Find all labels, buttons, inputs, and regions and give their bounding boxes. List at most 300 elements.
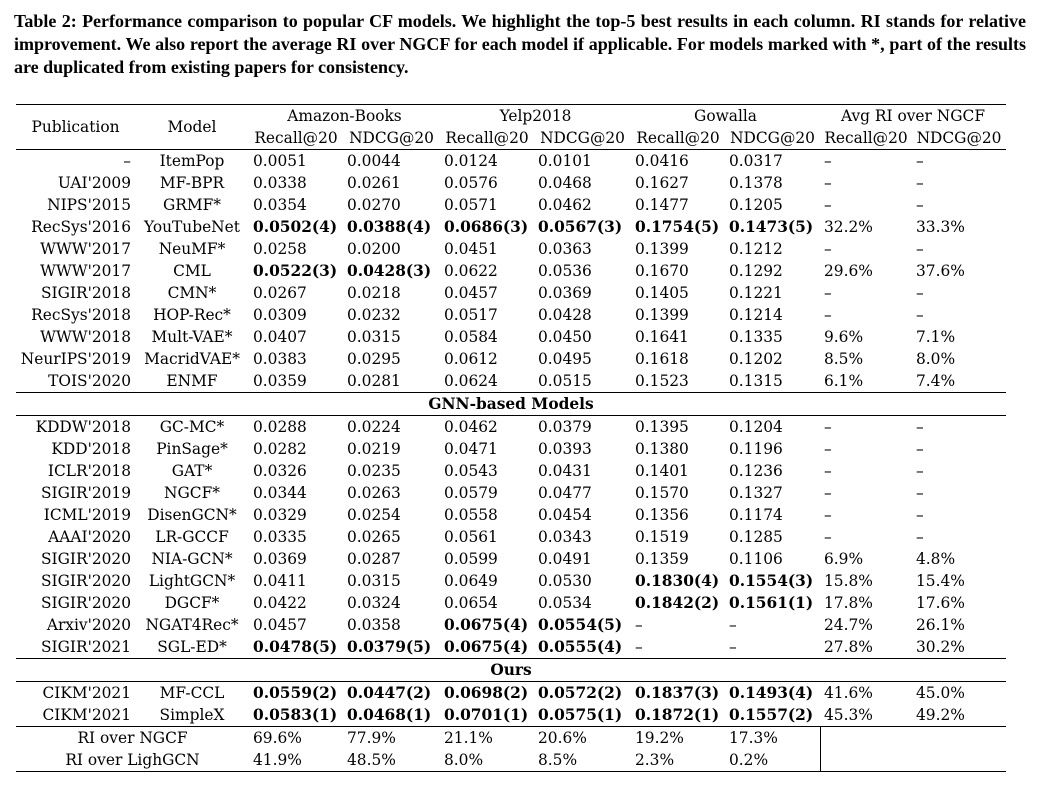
metric-cell: 0.1830(4)	[635, 572, 720, 590]
metric-cell: 45.0%	[916, 684, 965, 702]
caption-text: Performance comparison to popular CF models. We highlight the top-5 best results in each column. RI stands for relative improvement. We also report the average RI over NGCF for each model if applicable. For models marked with *, part of the results are duplicated from existing papers for consistency.	[14, 11, 1027, 77]
model-cell: NGCF*	[164, 484, 220, 502]
metric-cell: 0.0571	[444, 196, 498, 214]
metric-cell: 0.1570	[635, 484, 689, 502]
metric-cell: 45.3%	[820, 704, 912, 727]
metric-cell: 0.0388(4)	[347, 218, 432, 236]
metric-cell: 0.0324	[347, 594, 401, 612]
model-cell: ENMF	[166, 372, 218, 390]
metric-cell: 0.0454	[538, 506, 592, 524]
model-cell: GC-MC*	[159, 418, 225, 436]
metric-cell: 0.1493(4)	[729, 684, 814, 702]
metric-cell: 6.1%	[824, 372, 864, 390]
metric-cell: 0.0515	[538, 372, 592, 390]
metric-cell: 0.0675(4)	[444, 638, 529, 656]
metric-cell: 0.0338	[253, 174, 307, 192]
metric-cell: 0.0254	[347, 506, 401, 524]
metric-cell: 0.1395	[635, 418, 689, 436]
metric-cell: 0.0383	[253, 350, 307, 368]
metric-cell: 0.0219	[347, 440, 401, 458]
model-header: Model	[135, 105, 249, 150]
model-cell: Mult-VAE*	[151, 328, 233, 346]
metric-cell: 0.1214	[729, 306, 783, 324]
metric-cell: 0.1557(2)	[725, 704, 820, 727]
table-row	[16, 548, 1006, 570]
metric-cell: 15.4%	[916, 572, 965, 590]
model-cell: SimpleX	[135, 704, 249, 727]
metric-cell: 0.0431	[538, 462, 592, 480]
metric-cell: 0.0701(1)	[440, 704, 534, 727]
metric-cell: 0.1641	[635, 328, 689, 346]
metric-cell: –	[824, 418, 832, 436]
publication-cell: NIPS'2015	[47, 196, 131, 214]
metric-cell: 0.0428(3)	[347, 262, 432, 280]
metric-cell: 9.6%	[824, 328, 864, 346]
metric-cell: 0.1236	[729, 462, 783, 480]
model-cell: LR-GCCF	[155, 528, 229, 546]
metric-cell: 0.1627	[635, 174, 689, 192]
ri-cell: 21.1%	[444, 729, 493, 747]
metric-cell: 29.6%	[824, 262, 873, 280]
metric-cell: 0.0599	[444, 550, 498, 568]
metric-cell: 0.0309	[253, 306, 307, 324]
metric-cell: 0.0584	[444, 328, 498, 346]
metric-cell: 0.0698(2)	[444, 684, 529, 702]
metric-header-ndcg: NDCG@20	[912, 127, 1006, 150]
model-cell: CMN*	[167, 284, 217, 302]
metric-cell: 0.0457	[253, 616, 307, 634]
metric-cell: 0.1473(5)	[729, 218, 814, 236]
gnn-section-row	[16, 393, 1006, 416]
table-row	[16, 460, 1006, 482]
metric-cell: 0.1519	[635, 528, 689, 546]
metric-cell: 0.0354	[253, 196, 307, 214]
metric-cell: 0.0554(5)	[538, 616, 623, 634]
metric-cell: –	[824, 484, 832, 502]
model-cell: DGCF*	[164, 594, 220, 612]
model-cell: CML	[173, 262, 211, 280]
table-row	[16, 416, 1006, 439]
metric-cell: 0.0270	[347, 196, 401, 214]
ours-section-title: Ours	[16, 659, 1006, 682]
ri-row	[16, 727, 1006, 750]
metric-cell: –	[635, 638, 643, 656]
model-cell: DisenGCN*	[147, 506, 237, 524]
publication-cell: UAI'2009	[57, 174, 131, 192]
metric-cell: –	[916, 306, 924, 324]
metric-cell: 7.1%	[916, 328, 956, 346]
metric-cell: 0.1292	[729, 262, 783, 280]
metric-cell: 0.0224	[347, 418, 401, 436]
empty-cell	[820, 749, 1006, 772]
metric-cell: 17.6%	[916, 594, 965, 612]
metric-cell: 8.5%	[824, 350, 864, 368]
metric-cell: –	[729, 616, 737, 634]
metric-cell: 0.0379	[538, 418, 592, 436]
metric-cell: –	[916, 174, 924, 192]
ri-cell: 20.6%	[538, 729, 587, 747]
model-cell: HOP-Rec*	[153, 306, 231, 324]
metric-cell: 41.6%	[824, 684, 873, 702]
metric-cell: –	[824, 284, 832, 302]
model-cell: YouTubeNet	[144, 218, 240, 236]
metric-cell: 32.2%	[824, 218, 873, 236]
metric-cell: 0.0622	[444, 262, 498, 280]
metric-cell: 0.0457	[444, 284, 498, 302]
ri-row	[16, 749, 1006, 772]
metric-cell: 7.4%	[916, 372, 956, 390]
metric-cell: –	[824, 306, 832, 324]
metric-cell: 0.0282	[253, 440, 307, 458]
metric-cell: 37.6%	[916, 262, 965, 280]
publication-header: Publication	[16, 105, 135, 150]
publication-cell: WWW'2017	[40, 262, 131, 280]
model-cell: LightGCN*	[148, 572, 236, 590]
metric-cell: 0.0261	[347, 174, 401, 192]
metric-cell: 0.0558	[444, 506, 498, 524]
model-cell: MacridVAE*	[144, 350, 240, 368]
table-row	[16, 438, 1006, 460]
metric-cell: 0.0101	[538, 152, 592, 170]
metric-cell: 0.0344	[253, 484, 307, 502]
metric-cell: 0.0471	[444, 440, 498, 458]
empty-cell	[820, 727, 1006, 750]
metric-cell: 4.8%	[916, 550, 956, 568]
ri-cell: 19.2%	[635, 729, 684, 747]
metric-cell: 0.0478(5)	[253, 638, 338, 656]
metric-cell: 0.0462	[538, 196, 592, 214]
ours-section-row	[16, 659, 1006, 682]
metric-cell: 26.1%	[916, 616, 965, 634]
metric-cell: 0.0343	[538, 528, 592, 546]
metric-cell: 0.0477	[538, 484, 592, 502]
publication-cell: SIGIR'2020	[41, 594, 131, 612]
metric-cell: 0.0567(3)	[538, 218, 623, 236]
table-row	[16, 570, 1006, 592]
metric-cell: 0.0051	[253, 152, 307, 170]
metric-cell: 0.1378	[729, 174, 783, 192]
metric-cell: 0.1380	[635, 440, 689, 458]
metric-cell: 0.0263	[347, 484, 401, 502]
gnn-section-title: GNN-based Models	[16, 393, 1006, 416]
metric-cell: 0.0675(4)	[444, 616, 529, 634]
metric-cell: 0.0579	[444, 484, 498, 502]
metric-cell: 0.0407	[253, 328, 307, 346]
metric-cell: 0.1872(1)	[631, 704, 725, 727]
metric-cell: 0.0451	[444, 240, 498, 258]
metric-cell: 0.1327	[729, 484, 783, 502]
ri-cell: 69.6%	[253, 729, 302, 747]
metric-cell: –	[916, 418, 924, 436]
table-row	[16, 482, 1006, 504]
metric-cell: 0.0534	[538, 594, 592, 612]
metric-cell: 0.0232	[347, 306, 401, 324]
table-row	[16, 526, 1006, 548]
model-cell: MF-CCL	[159, 684, 225, 702]
metric-cell: 0.1477	[635, 196, 689, 214]
publication-cell: NeurIPS'2019	[20, 350, 131, 368]
metric-cell: –	[916, 462, 924, 480]
ri-row-label: RI over LighGCN	[16, 749, 249, 772]
metric-cell: 0.0468	[538, 174, 592, 192]
metric-cell: 0.0649	[444, 572, 498, 590]
table-row	[16, 326, 1006, 348]
metric-cell: 0.0288	[253, 418, 307, 436]
metric-cell: 0.0468(1)	[343, 704, 440, 727]
model-cell: NeuMF*	[158, 240, 226, 258]
metric-cell: 0.0295	[347, 350, 401, 368]
metric-cell: 0.1399	[635, 306, 689, 324]
metric-cell: 0.0124	[444, 152, 498, 170]
metric-cell: 0.0447(2)	[347, 684, 432, 702]
model-cell: MF-BPR	[159, 174, 225, 192]
model-cell: PinSage*	[156, 440, 228, 458]
metric-cell: 0.0287	[347, 550, 401, 568]
metric-cell: 0.0575(1)	[534, 704, 631, 727]
table-caption	[14, 10, 1026, 79]
table-row	[16, 682, 1006, 705]
metric-cell: –	[916, 284, 924, 302]
publication-cell: RecSys'2018	[31, 306, 131, 324]
metric-header-ndcg: NDCG@20	[534, 127, 631, 150]
metric-cell: 0.0200	[347, 240, 401, 258]
publication-cell: AAAI'2020	[48, 528, 131, 546]
metric-cell: 0.1202	[729, 350, 783, 368]
metric-cell: 0.1837(3)	[635, 684, 720, 702]
metric-cell: 0.1399	[635, 240, 689, 258]
metric-cell: 0.1205	[729, 196, 783, 214]
metric-cell: –	[824, 174, 832, 192]
metric-cell: 0.0555(4)	[538, 638, 623, 656]
metric-header-ndcg: NDCG@20	[725, 127, 820, 150]
metric-cell: 0.1359	[635, 550, 689, 568]
metric-cell: 0.1212	[729, 240, 783, 258]
header-row-datasets	[16, 105, 1006, 128]
metric-cell: 0.0536	[538, 262, 592, 280]
metric-cell: 0.0315	[347, 328, 401, 346]
publication-cell: KDDW'2018	[35, 418, 131, 436]
metric-cell: 0.1401	[635, 462, 689, 480]
table-row	[16, 614, 1006, 636]
publication-cell: CIKM'2021	[42, 684, 131, 702]
metric-cell: 0.0218	[347, 284, 401, 302]
metric-header-recall: Recall@20	[249, 127, 343, 150]
metric-cell: 0.1204	[729, 418, 783, 436]
metric-cell: 0.0044	[347, 152, 401, 170]
metric-cell: –	[916, 440, 924, 458]
publication-cell: TOIS'2020	[48, 372, 131, 390]
metric-cell: 0.0379(5)	[347, 638, 432, 656]
metric-cell: 0.0686(3)	[444, 218, 529, 236]
metric-cell: 0.0235	[347, 462, 401, 480]
ri-cell: 77.9%	[347, 729, 396, 747]
metric-cell: –	[916, 484, 924, 502]
metric-cell: 0.0422	[253, 594, 307, 612]
metric-cell: –	[729, 638, 737, 656]
metric-cell: 8.0%	[916, 350, 956, 368]
metric-cell: 0.1285	[729, 528, 783, 546]
metric-cell: –	[916, 506, 924, 524]
metric-cell: 0.0369	[538, 284, 592, 302]
ri-cell: 17.3%	[729, 729, 778, 747]
metric-cell: 0.0530	[538, 572, 592, 590]
table-row	[16, 348, 1006, 370]
model-cell: NIA-GCN*	[151, 550, 233, 568]
metric-cell: 0.1196	[729, 440, 783, 458]
metric-cell: 0.0326	[253, 462, 307, 480]
ri-cell: 2.3%	[631, 749, 725, 772]
table-row	[16, 636, 1006, 659]
table-row	[16, 304, 1006, 326]
table-row	[16, 216, 1006, 238]
metric-cell: 0.0654	[444, 594, 498, 612]
metric-cell: 0.1618	[635, 350, 689, 368]
metric-cell: 0.0416	[635, 152, 689, 170]
metric-cell: 0.0583(1)	[249, 704, 343, 727]
publication-cell: WWW'2017	[40, 240, 131, 258]
model-cell: GRMF*	[162, 196, 221, 214]
metric-cell: 0.0495	[538, 350, 592, 368]
dataset-header-yelp2018: Yelp2018	[440, 105, 631, 128]
metric-header-recall: Recall@20	[440, 127, 534, 150]
metric-cell: –	[824, 196, 832, 214]
publication-cell: KDD'2018	[51, 440, 131, 458]
metric-cell: 0.0267	[253, 284, 307, 302]
ri-cell: 41.9%	[249, 749, 343, 772]
publication-cell: WWW'2018	[40, 328, 131, 346]
metric-cell: 0.1842(2)	[635, 594, 720, 612]
metric-header-recall: Recall@20	[820, 127, 912, 150]
metric-cell: 0.0502(4)	[253, 218, 338, 236]
metric-cell: 27.8%	[824, 638, 873, 656]
table-row	[16, 504, 1006, 526]
metric-cell: 24.7%	[824, 616, 873, 634]
caption-label: Table 2:	[14, 11, 77, 31]
publication-cell: Arxiv'2020	[46, 616, 131, 634]
metric-cell: 0.1554(3)	[729, 572, 814, 590]
metric-cell: –	[824, 528, 832, 546]
metric-cell: 0.0462	[444, 418, 498, 436]
metric-cell: 0.0543	[444, 462, 498, 480]
metric-cell: 17.8%	[824, 594, 873, 612]
metric-cell: 0.0393	[538, 440, 592, 458]
metric-cell: –	[824, 440, 832, 458]
publication-cell: ICML'2019	[43, 506, 131, 524]
metric-header-recall: Recall@20	[631, 127, 725, 150]
metric-cell: 0.1523	[635, 372, 689, 390]
metric-cell: –	[824, 152, 832, 170]
metric-cell: 0.1221	[729, 284, 783, 302]
table-row	[16, 592, 1006, 614]
metric-cell: 0.1106	[729, 550, 783, 568]
metric-cell: –	[916, 196, 924, 214]
metric-cell: 0.1356	[635, 506, 689, 524]
metric-cell: 0.1405	[635, 284, 689, 302]
dataset-header-gowalla: Gowalla	[631, 105, 820, 128]
model-cell: NGAT4Rec*	[145, 616, 239, 634]
metric-cell: 0.1174	[729, 506, 783, 524]
metric-cell: 0.0281	[347, 372, 401, 390]
metric-cell: –	[635, 616, 643, 634]
metric-cell: –	[916, 528, 924, 546]
ri-cell: 48.5%	[343, 749, 440, 772]
metric-cell: 30.2%	[916, 638, 965, 656]
metric-cell: 0.0358	[347, 616, 401, 634]
metric-cell: 0.0315	[347, 572, 401, 590]
table-row	[16, 150, 1006, 173]
metric-cell: 49.2%	[912, 704, 1006, 727]
metric-cell: 0.1670	[635, 262, 689, 280]
publication-cell: SIGIR'2018	[41, 284, 131, 302]
metric-cell: 0.0363	[538, 240, 592, 258]
publication-cell: –	[123, 152, 131, 170]
metric-cell: 0.0576	[444, 174, 498, 192]
metric-cell: 0.1335	[729, 328, 783, 346]
metric-cell: –	[824, 506, 832, 524]
ri-cell: 8.5%	[534, 749, 631, 772]
metric-cell: –	[824, 462, 832, 480]
publication-cell: ICLR'2018	[47, 462, 131, 480]
ri-row-label: RI over NGCF	[77, 729, 188, 747]
metric-cell: 0.0517	[444, 306, 498, 324]
publication-cell: SIGIR'2020	[41, 550, 131, 568]
dataset-header-avg-ri: Avg RI over NGCF	[820, 105, 1006, 128]
metric-cell: 6.9%	[824, 550, 864, 568]
metric-cell: 0.0359	[253, 372, 307, 390]
table-row	[16, 172, 1006, 194]
publication-cell: SIGIR'2019	[41, 484, 131, 502]
metric-header-ndcg: NDCG@20	[343, 127, 440, 150]
model-cell: GAT*	[171, 462, 213, 480]
metric-cell: –	[916, 152, 924, 170]
metric-cell: 0.0329	[253, 506, 307, 524]
metric-cell: 0.0265	[347, 528, 401, 546]
metric-cell: 0.0428	[538, 306, 592, 324]
ri-cell: 8.0%	[440, 749, 534, 772]
table-row	[16, 704, 1006, 727]
metric-cell: 0.0624	[444, 372, 498, 390]
metric-cell: 0.0612	[444, 350, 498, 368]
metric-cell: 0.0258	[253, 240, 307, 258]
metric-cell: 0.0572(2)	[538, 684, 623, 702]
metric-cell: 0.0450	[538, 328, 592, 346]
metric-cell: 0.0317	[729, 152, 783, 170]
table-row	[16, 194, 1006, 216]
metric-cell: 0.0411	[253, 572, 307, 590]
metric-cell: 0.0559(2)	[253, 684, 338, 702]
metric-cell: 0.0369	[253, 550, 307, 568]
publication-cell: CIKM'2021	[16, 704, 135, 727]
metric-cell: 0.0491	[538, 550, 592, 568]
table-row	[16, 260, 1006, 282]
publication-cell: SIGIR'2020	[41, 572, 131, 590]
model-cell: SGL-ED*	[157, 638, 227, 656]
model-cell: ItemPop	[159, 152, 225, 170]
publication-cell: SIGIR'2021	[41, 638, 131, 656]
metric-cell: –	[916, 240, 924, 258]
metric-cell: 0.1561(1)	[729, 594, 814, 612]
results-table	[16, 104, 1006, 772]
table-row	[16, 238, 1006, 260]
table-row	[16, 370, 1006, 393]
table-row	[16, 282, 1006, 304]
ri-cell: 0.2%	[725, 749, 820, 772]
metric-cell: 15.8%	[824, 572, 873, 590]
metric-cell: 0.0522(3)	[253, 262, 338, 280]
publication-cell: RecSys'2016	[31, 218, 131, 236]
metric-cell: 0.0561	[444, 528, 498, 546]
dataset-header-amazon-books: Amazon-Books	[249, 105, 440, 128]
